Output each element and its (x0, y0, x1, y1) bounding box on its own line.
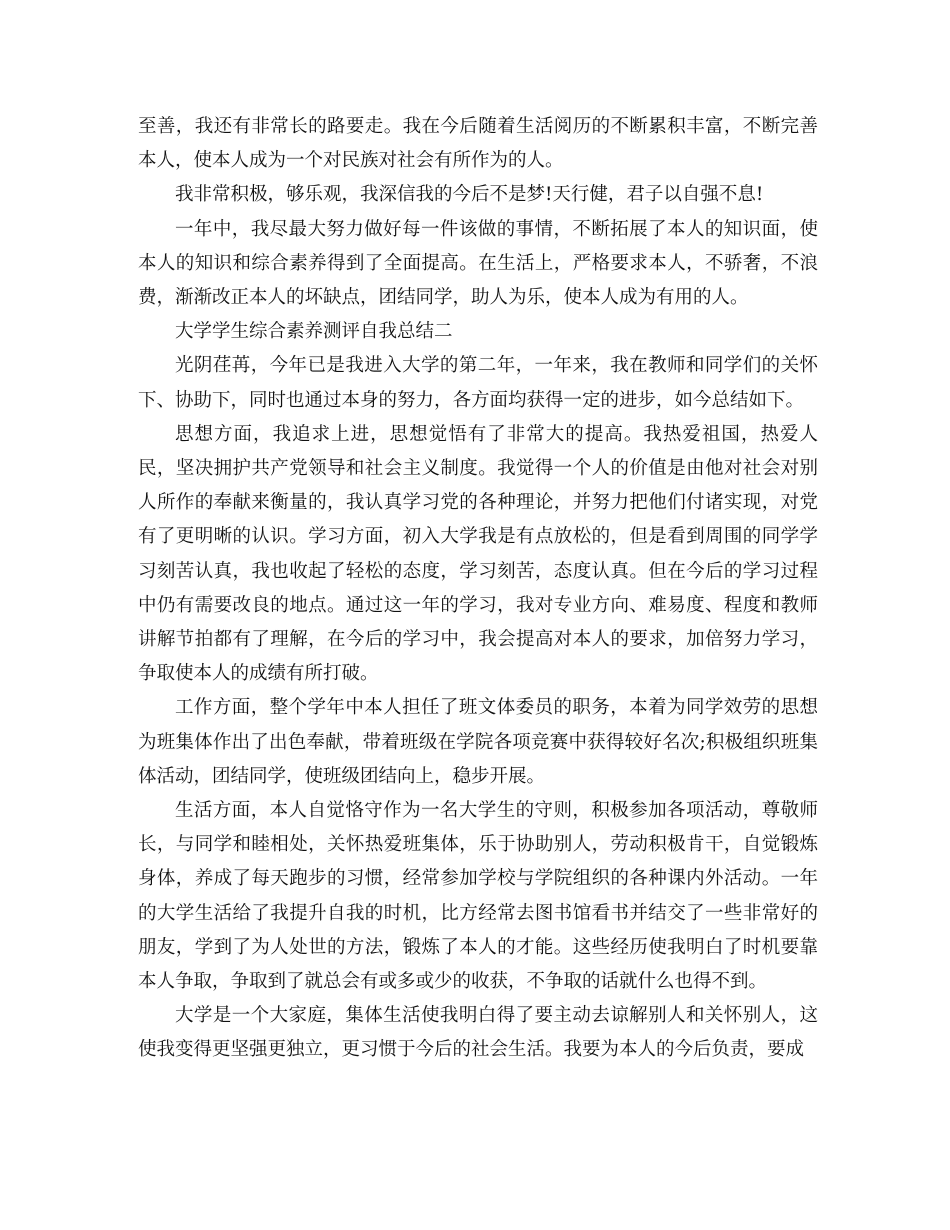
paragraph: 一年中，我尽最大努力做好每一件该做的事情，不断拓展了本人的知识面，使本人的知识和综合素养得到了全面提高。在生活上，严格要求本人，不骄奢，不浪费，渐渐改正本人的坏缺点，团结同学，助人为乐，使本人成为有用的人。 (138, 218, 818, 309)
paragraph: 思想方面，我追求上进，思想觉悟有了非常大的提高。我热爱祖国，热爱人民，坚决拥护共产党领导和社会主义制度。我觉得一个人的价值是由他对社会对别人所作的奉献来衡量的，我认真学习党的各种理论，并努力把他们付诸实现，对党有了更明晰的认识。学习方面，初入大学我是有点放松的，但是看到周围的同学学习刻苦认真，我也收起了轻松的态度，学习刻苦，态度认真。但在今后的学习过程中仍有需要改良的地点。通过这一年的学习，我对专业方向、难易度、程度和教师讲解节拍都有了理解，在今后的学习中，我会提高对本人的要求，加倍努力学习，争取使本人的成绩有所打破。 (138, 423, 818, 685)
paragraph: 至善，我还有非常长的路要走。我在今后随着生活阅历的不断累积丰富，不断完善本人，使本人成为一个对民族对社会有所作为的人。 (138, 116, 818, 172)
document-body (138, 110, 818, 1068)
section-heading: 大学学生综合素养测评自我总结二 (175, 321, 453, 343)
paragraph: 生活方面，本人自觉恪守作为一名大学生的守则，积极参加各项活动，尊敬师长，与同学和睦相处，关怀热爱班集体，乐于协助别人，劳动积极肯干，自觉锻炼身体，养成了每天跑步的习惯，经常参加学校与学院组织的各种课内外活动。一年的大学生活给了我提升自我的时机，比方经常去图书馆看书并结交了一些非常好的朋友，学到了为人处世的方法，锻炼了本人的才能。这些经历使我明白了时机要靠本人争取，争取到了就总会有或多或少的收获，不争取的话就什么也得不到。 (138, 800, 818, 993)
paragraph: 光阴荏苒，今年已是我进入大学的第二年，一年来，我在教师和同学们的关怀下、协助下，同时也通过本身的努力，各方面均获得一定的进步，如今总结如下。 (138, 355, 818, 411)
paragraph: 工作方面，整个学年中本人担任了班文体委员的职务，本着为同学效劳的思想为班集体作出了出色奉献，带着班级在学院各项竞赛中获得较好名次;积极组织班集体活动，团结同学，使班级团结向上，稳步开展。 (138, 697, 818, 787)
paragraph: 大学是一个大家庭，集体生活使我明白得了要主动去谅解别人和关怀别人，这使我变得更坚强更独立，更习惯于今后的社会生活。我要为本人的今后负责，要成 (138, 1005, 818, 1061)
paragraph: 我非常积极，够乐观，我深信我的今后不是梦!天行健，君子以自强不息! (175, 184, 764, 206)
